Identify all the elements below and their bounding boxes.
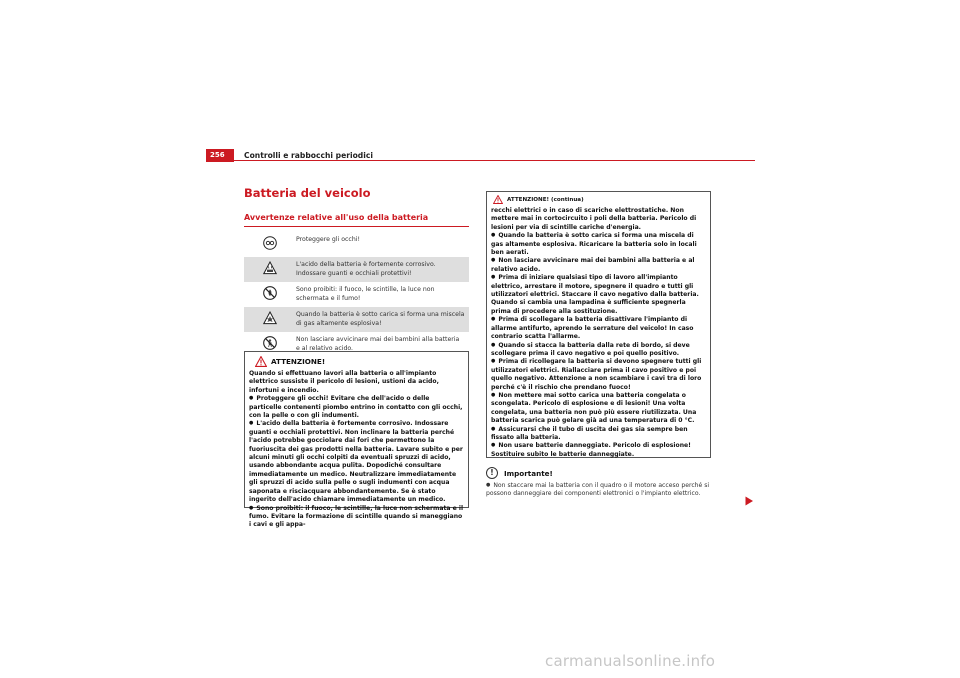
important-header (486, 467, 716, 479)
warning-title: ATTENZIONE! (271, 356, 326, 366)
warning-header (245, 352, 468, 370)
watermark: carmanualsonline.info (545, 652, 716, 670)
warning-intro: recchi elettrici o in caso di scariche elettrostatiche. Non mettere mai in cortocircuito i poli della batteria. Pericolo di lesioni per via di scintille cariche d'energia. (491, 207, 697, 231)
warning-item: ● Prima di iniziare qualsiasi tipo di lavoro all'impianto elettrico, arrestare il motore, spegnere il quadro e tutti gli utilizzatori elettrici. Staccare il cavo negativo dalla batteria. Quando si cambia una lampadina è sufficiente spegnerla prima di procedere alla sostituzione. (491, 274, 706, 316)
symbol-text: Proteggere gli occhi! (296, 236, 360, 243)
subsection-title: Avvertenze relative all'uso della batteria (244, 213, 429, 222)
subsection-rule (244, 226, 469, 227)
corrosive-acid-icon (244, 259, 296, 275)
important-body (486, 482, 716, 499)
warning-item: ● Non usare batterie danneggiate. Pericolo di esplosione! Sostituire subito le batterie danneggiate. (491, 442, 706, 459)
warning-item: ● Quando si stacca la batteria dalla rete di bordo, si deve scollegare prima il cavo negativo e poi quello positivo. (491, 342, 706, 359)
warning-item: ● Prima di scollegare la batteria disattivare l'impianto di allarme antifurto, aprendo le serrature del veicolo! In caso contrario scatta l'allarme. (491, 316, 706, 341)
warning-body (487, 207, 710, 459)
warning-body (245, 370, 468, 530)
important-item: ● Non staccare mai la batteria con il quadro o il motore acceso perché si possono danneggiare dei componenti elettronici o l'impianto elettrico. (486, 482, 709, 497)
symbol-row (244, 232, 469, 257)
running-header-title: Controlli e rabbocchi periodici (244, 151, 373, 160)
section-title: Batteria del veicolo (244, 186, 371, 200)
warning-item: ● L'acido della batteria è fortemente corrosivo. Indossare guanti e occhiali protettivi. Non inclinare la batteria perché l'acido potrebbe gocciolare dai fori che permettono la fuoriuscita dei gas prodotti nella batteria. Lavare subito e per alcuni minuti gli occhi colpiti da eventuali spruzzi di acido, usando abbondante acqua pulita. Dopodiché consultare immediatamente un medico. Neutralizzare immediatamente gli spruzzi di acido sulla pelle o sugli indumenti con acqua saponata e risciacquare abbondantemente. Se è stato ingerito dell'acido chiamare immediatamente un medico. (249, 420, 464, 504)
eye-protection-icon (244, 234, 296, 250)
no-fire-icon (244, 284, 296, 300)
warning-item: ● Prima di ricollegare la batteria si devono spegnere tutti gli utilizzatori elettrici. Riallacciare prima il cavo positivo e poi quello negativo. Attenzione a non scambiare i cavi tra di loro perché c'è il rischio che prendano fuoco! (491, 358, 706, 392)
warning-box (244, 351, 469, 529)
exclamation-circle-icon: ! (486, 467, 498, 479)
symbol-row (244, 307, 469, 332)
warning-item: ● Quando la batteria è sotto carica si forma una miscela di gas altamente esplosiva. Ricaricare la batteria solo in locali ben aerati. (491, 232, 706, 257)
warning-intro: Quando si effettuano lavori alla batteria o all'impianto elettrico sussiste il pericolo di lesioni, ustioni da acido, infortuni e incendio. (249, 370, 439, 394)
header-rule (206, 160, 755, 161)
warning-item: ● Non lasciare avvicinare mai dei bambini alla batteria e al relativo acido. (491, 257, 706, 274)
page-number: 256 (206, 149, 234, 162)
symbol-text: Quando la batteria è sotto carica si forma una miscela di gas altamente esplosiva! (296, 311, 465, 327)
symbol-text: Non lasciare avvicinare mai dei bambini alla batteria e al relativo acido. (296, 336, 460, 352)
battery-symbol-table (244, 232, 469, 357)
warning-box-continued (486, 191, 711, 458)
explosive-gas-icon (244, 309, 296, 325)
symbol-text: Sono proibiti: il fuoco, le scintille, la luce non schermata e il fumo! (296, 286, 435, 302)
important-note (486, 467, 716, 499)
warning-item: ● Proteggere gli occhi! Evitare che dell'acido o delle particelle contenenti piombo entrino in contatto con gli occhi, con la pelle o con gli indumenti. (249, 395, 464, 420)
warning-title: ATTENZIONE! (continua) (507, 196, 584, 203)
warning-item: ● Assicurarsi che il tubo di uscita dei gas sia sempre ben fissato alla batteria. (491, 426, 706, 443)
warning-item: ● Non mettere mai sotto carica una batteria congelata o scongelata. Pericolo di esplosione e di lesioni! Una volta congelata, una batteria non può più essere riutilizzata. Una batteria scarica può gelare già ad una temperatura di 0 °C. (491, 392, 706, 426)
symbol-row (244, 282, 469, 307)
symbol-row (244, 257, 469, 282)
warning-item: ● Sono proibiti: il fuoco, le scintille, la luce non schermata e il fumo. Evitare la formazione di scintille quando si maneggiano i cavi e gli appa- (249, 505, 464, 530)
continue-arrow-icon (744, 496, 754, 506)
warning-triangle-icon (255, 356, 267, 367)
keep-children-away-icon (244, 334, 296, 350)
symbol-text: L'acido della batteria è fortemente corrosivo. Indossare guanti e occhiali protettivi! (296, 261, 436, 277)
warning-triangle-icon (493, 195, 503, 204)
important-title: Importante! (504, 468, 553, 478)
warning-header (487, 192, 710, 207)
